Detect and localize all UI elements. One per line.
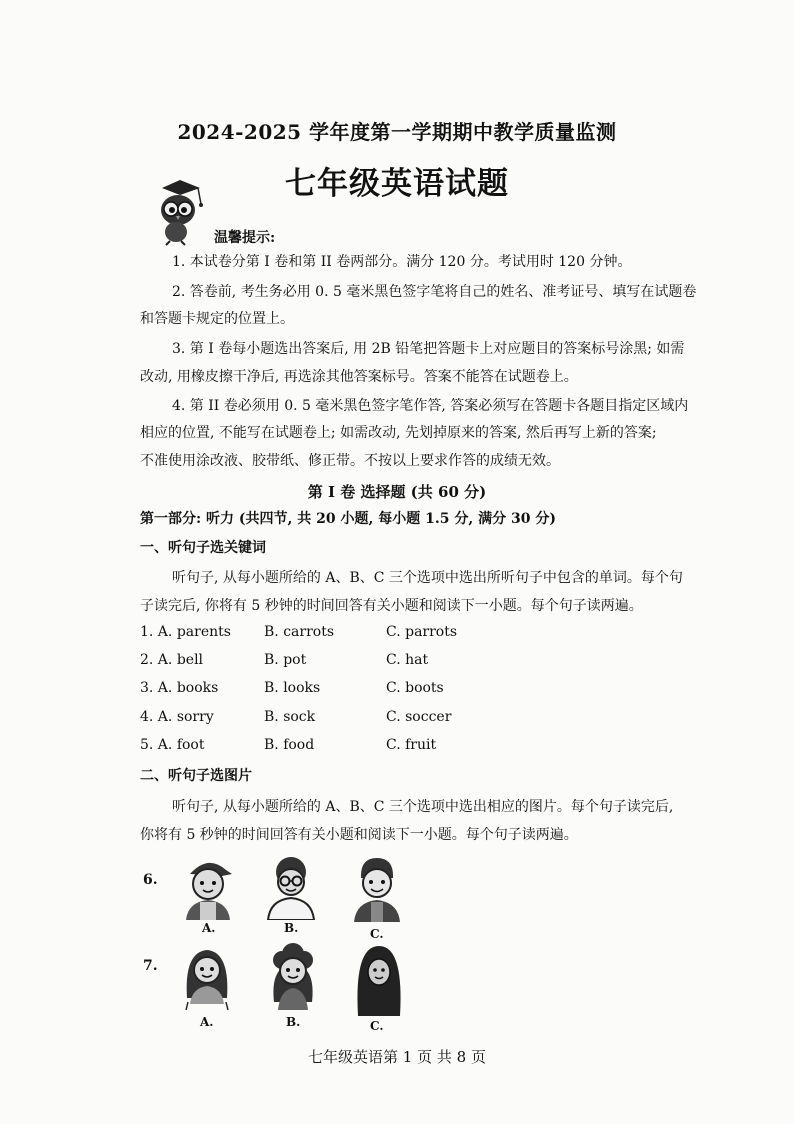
owl-mascot-icon [148, 178, 206, 246]
option-b: B. sock [264, 709, 316, 725]
option-c: C. hat [386, 652, 429, 668]
option-b: B. pot [264, 652, 307, 668]
question-number: 7. [143, 958, 158, 974]
option-c: C. parrots [386, 624, 458, 640]
girl-headscarf-picture [350, 940, 408, 1016]
tip-line: 2. 答卷前, 考生务必用 0. 5 毫米黑色签字笔将自己的姓名、准考证号、填写在试题卷 [172, 284, 697, 300]
option-b: B. food [264, 737, 315, 753]
picture-label: B. [286, 1015, 301, 1029]
picture-label: A. [200, 1015, 214, 1029]
page-footer: 七年级英语第 1 页 共 8 页 [308, 1048, 486, 1066]
girl-long-hair-picture [178, 942, 236, 1012]
option-b: B. looks [264, 680, 321, 696]
girl-curly-hair-picture [264, 940, 322, 1010]
section2-instruction: 你将有 5 秒钟的时间回答有关小题和阅读下一小题。每个句子读两遍。 [140, 827, 578, 843]
tip-line: 改动, 用橡皮擦干净后, 再选涂其他答案标号。答案不能答在试题卷上。 [140, 369, 578, 385]
boy-glasses-picture [262, 852, 320, 920]
boy-short-hair-picture [348, 852, 406, 922]
option-c: C. boots [386, 680, 444, 696]
tips-heading: 温馨提示: [214, 230, 276, 246]
tip-line: 4. 第 II 卷必须用 0. 5 毫米黑色签字笔作答, 答案必须写在答题卡各题目指定区域内 [172, 398, 689, 414]
tip-line: 不准使用涂改液、胶带纸、修正带。不按以上要求作答的成绩无效。 [140, 453, 560, 469]
tip-line: 1. 本试卷分第 I 卷和第 II 卷两部分。满分 120 分。考试用时 120 分钟。 [172, 254, 632, 270]
exam-title: 2024-2025 学年度第一学期期中教学质量监测 [177, 120, 617, 144]
boy-cap-picture [178, 852, 238, 920]
option-a: 4. A. sorry [140, 709, 214, 725]
section2-title: 二、听句子选图片 [140, 768, 252, 784]
section1-instruction: 听句子, 从每小题所给的 A、B、C 三个选项中选出所听句子中包含的单词。每个句 [172, 570, 683, 586]
option-c: C. soccer [386, 709, 452, 725]
section1-title: 一、听句子选关键词 [140, 540, 266, 556]
option-a: 1. A. parents [140, 624, 231, 640]
section2-instruction: 听句子, 从每小题所给的 A、B、C 三个选项中选出相应的图片。每个句子读完后, [172, 799, 674, 815]
question-number: 6. [143, 872, 158, 888]
option-a: 5. A. foot [140, 737, 205, 753]
section1-instruction: 子读完后, 你将有 5 秒钟的时间回答有关小题和阅读下一小题。每个句子读两遍。 [140, 598, 643, 614]
option-a: 3. A. books [140, 680, 219, 696]
option-b: B. carrots [264, 624, 334, 640]
subject-title: 七年级英语试题 [285, 166, 509, 202]
tip-line: 相应的位置, 不能写在试题卷上; 如需改动, 先划掉原来的答案, 然后再写上新的答案; [140, 425, 657, 441]
picture-label: C. [370, 1019, 384, 1033]
tip-line: 3. 第 I 卷每小题选出答案后, 用 2B 铅笔把答题卡上对应题目的答案标号涂黑; 如需 [172, 341, 685, 357]
picture-label: A. [202, 921, 216, 935]
part1-title: 第一部分: 听力 (共四节, 共 20 小题, 每小题 1.5 分, 满分 30 分) [140, 511, 556, 527]
picture-label: B. [284, 921, 299, 935]
option-a: 2. A. bell [140, 652, 204, 668]
tip-line: 和答题卡规定的位置上。 [140, 311, 294, 327]
picture-label: C. [370, 927, 384, 941]
volume-title: 第 I 卷 选择题 (共 60 分) [307, 483, 487, 501]
option-c: C. fruit [386, 737, 437, 753]
